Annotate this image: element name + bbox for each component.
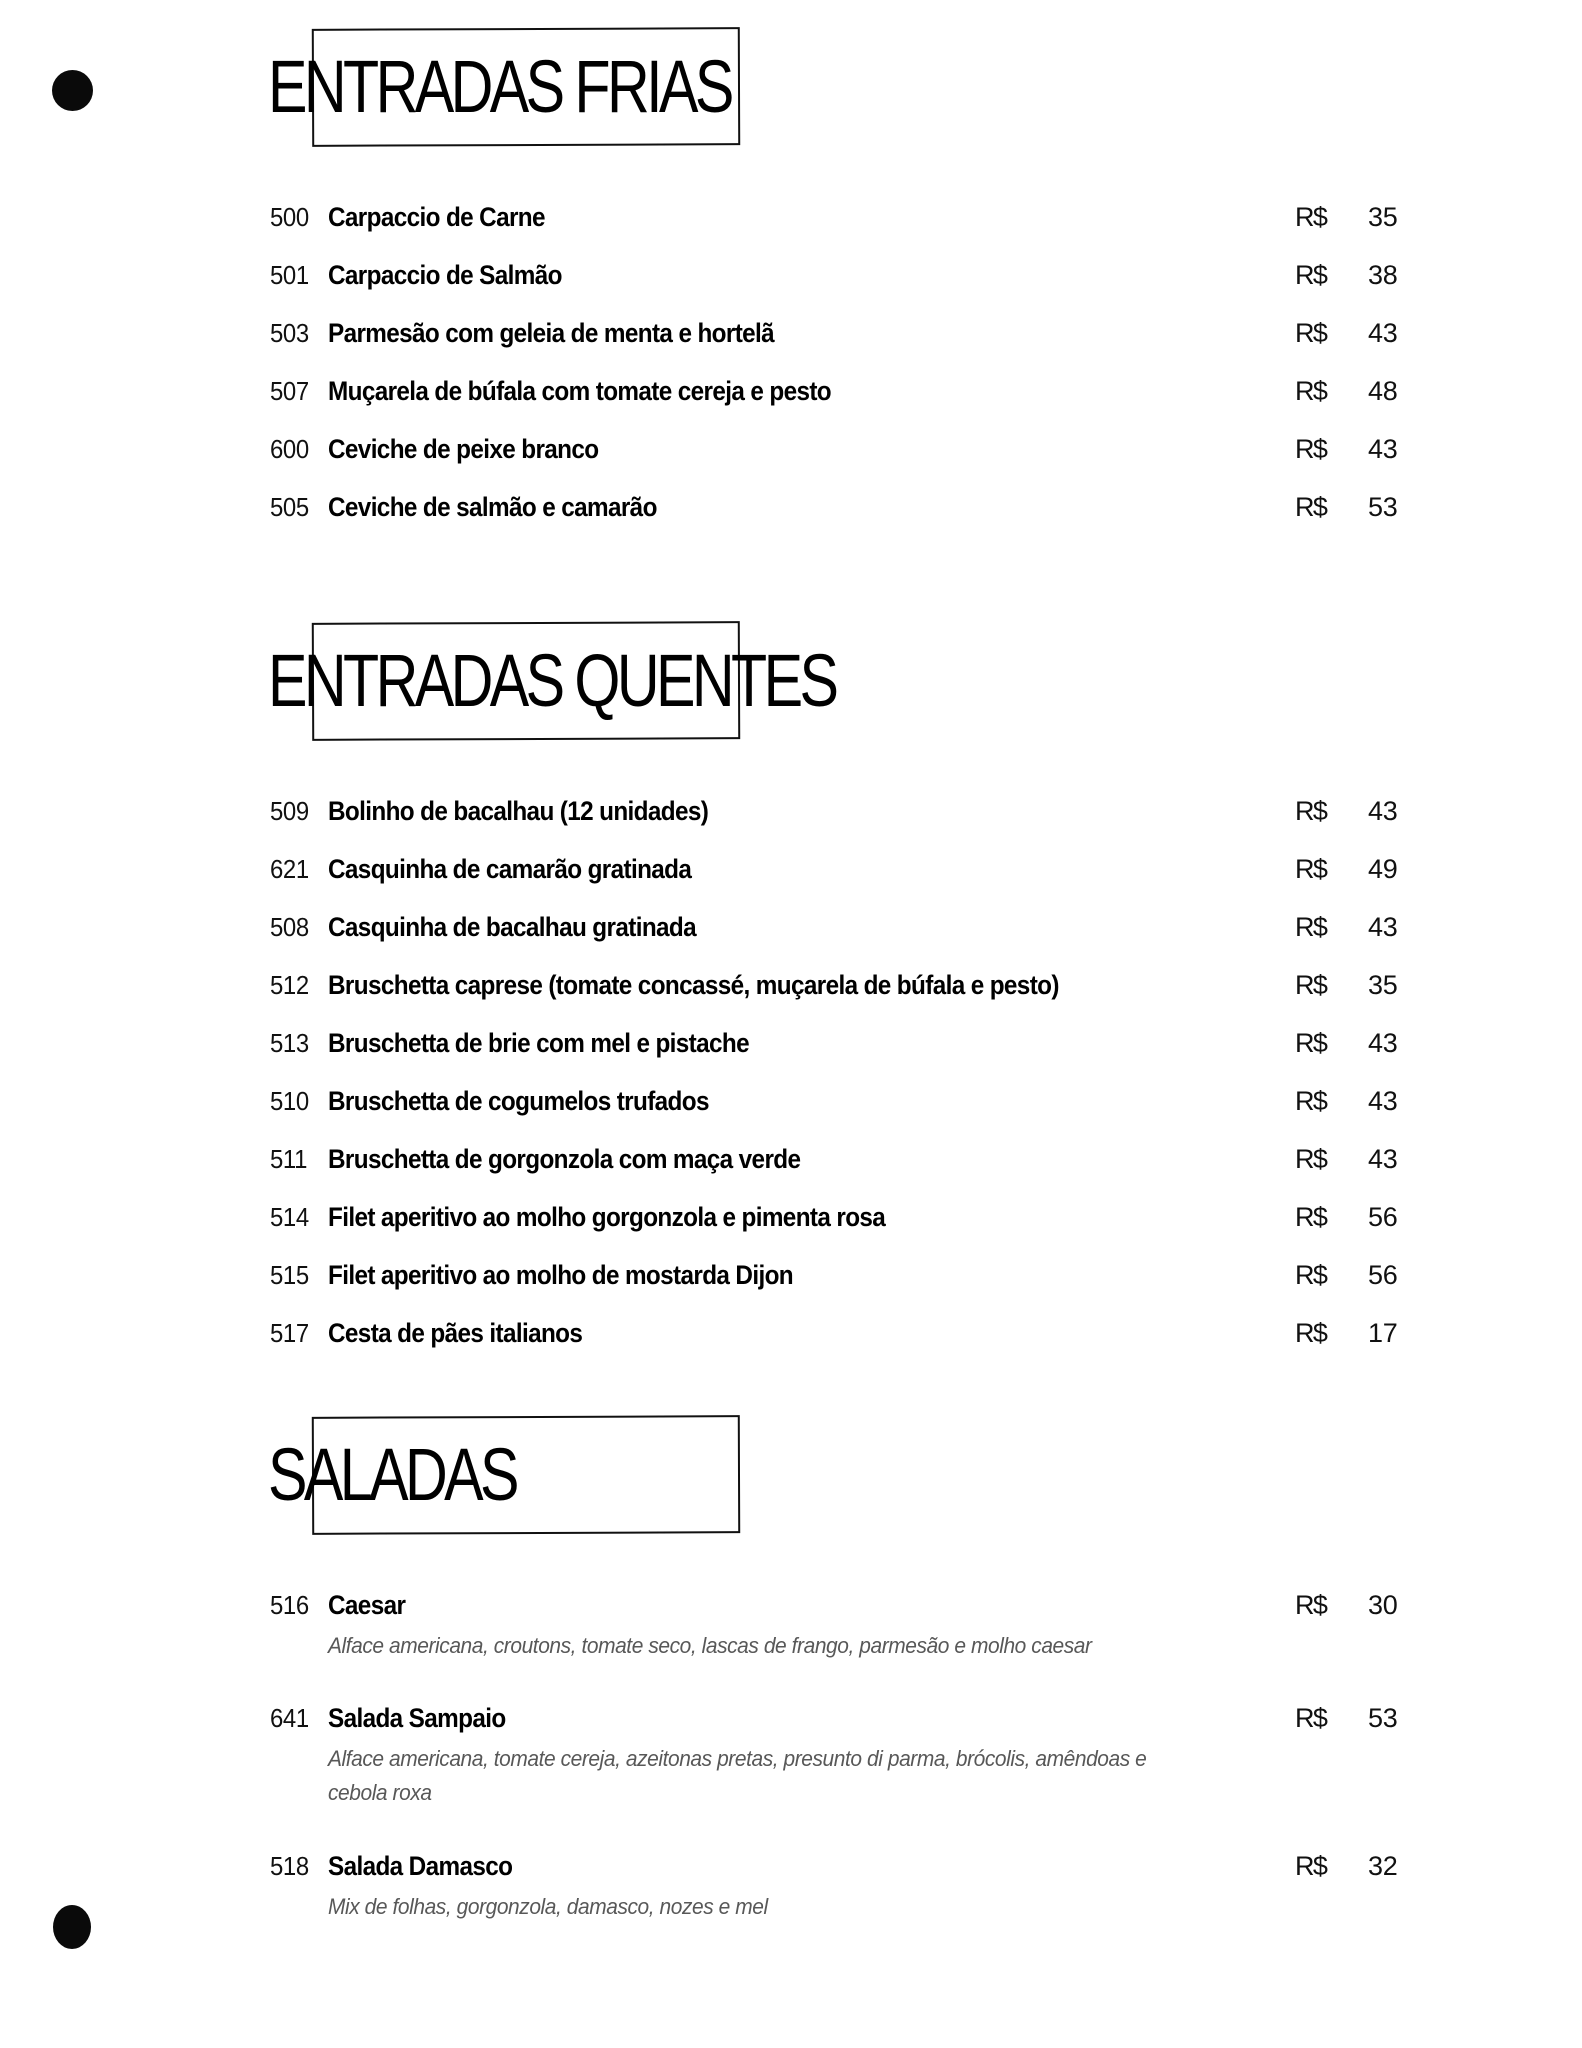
menu-item-main: [0, 1590, 1582, 1621]
item-price: 43: [1368, 796, 1398, 826]
item-description: Alface americana, tomate cereja, azeitonas pretas, presunto di parma, brócolis, amêndoas e cebola roxa: [328, 1746, 1147, 1806]
item-name: Bruschetta de cogumelos trufados: [328, 1086, 709, 1116]
item-code: 511: [270, 1144, 308, 1174]
item-price: 48: [1368, 376, 1398, 406]
item-code: 514: [270, 1202, 309, 1232]
item-currency: R$: [1295, 970, 1327, 1000]
item-currency: R$: [1295, 1028, 1327, 1058]
item-code: 503: [270, 318, 309, 348]
item-name: Cesta de pães italianos: [328, 1318, 583, 1348]
menu-item-row[interactable]: [0, 1851, 1582, 1924]
item-currency: R$: [1295, 1590, 1327, 1620]
spacer: [0, 1534, 1582, 1590]
section-header-entradas-quentes: [0, 622, 1582, 740]
spacer: [0, 1663, 1582, 1703]
menu-item-main: [0, 1703, 1582, 1734]
item-code: 516: [270, 1590, 309, 1620]
item-name: Salada Sampaio: [328, 1703, 506, 1734]
item-list-saladas: [0, 1590, 1582, 1924]
menu-item-row[interactable]: [0, 1318, 1582, 1376]
item-code: 501: [270, 260, 309, 290]
spacer: [0, 550, 1582, 622]
item-price: 43: [1368, 912, 1398, 942]
menu-item-row[interactable]: [0, 1028, 1582, 1086]
menu-item-row[interactable]: [0, 1086, 1582, 1144]
item-name: Caesar: [328, 1590, 406, 1620]
item-currency: R$: [1295, 1703, 1327, 1734]
item-name: Ceviche de peixe branco: [328, 434, 599, 464]
item-name: Bolinho de bacalhau (12 unidades): [328, 796, 709, 826]
section-title: ENTRADAS QUENTES: [268, 639, 836, 722]
item-currency: R$: [1295, 1850, 1327, 1881]
item-currency: R$: [1295, 796, 1327, 826]
spacer: [0, 146, 1582, 202]
menu-item-row[interactable]: [0, 376, 1582, 434]
item-code: 518: [270, 1850, 309, 1881]
item-name: Filet aperitivo ao molho gorgonzola e pimenta rosa: [328, 1202, 886, 1232]
item-price: 53: [1368, 492, 1398, 522]
item-price: 38: [1368, 260, 1398, 290]
item-code: 641: [270, 1703, 309, 1734]
item-price: 43: [1368, 1144, 1398, 1174]
menu-item-row[interactable]: [0, 260, 1582, 318]
menu-item-row[interactable]: [0, 318, 1582, 376]
item-name: Casquinha de camarão gratinada: [328, 854, 692, 884]
menu-item-main: [0, 1851, 1582, 1882]
item-currency: R$: [1295, 1260, 1327, 1290]
item-list-entradas-frias: [0, 202, 1582, 550]
item-currency: R$: [1295, 376, 1327, 406]
section-title: SALADAS: [268, 1433, 516, 1516]
item-price: 32: [1368, 1850, 1398, 1881]
item-currency: R$: [1295, 854, 1327, 884]
item-price: 30: [1368, 1590, 1398, 1620]
menu-item-row[interactable]: [0, 434, 1582, 492]
item-price: 17: [1368, 1318, 1398, 1348]
section-header-entradas-frias: [0, 28, 1582, 146]
section-header-saladas: [0, 1416, 1582, 1534]
item-code: 600: [270, 434, 309, 464]
item-code: 507: [270, 376, 309, 406]
item-description: Mix de folhas, gorgonzola, damasco, nozes e mel: [328, 1893, 768, 1919]
menu-item-row[interactable]: [0, 1260, 1582, 1318]
item-price: 49: [1368, 854, 1398, 884]
item-code: 508: [270, 912, 309, 942]
item-price: 43: [1368, 434, 1398, 464]
item-code: 510: [270, 1086, 309, 1116]
item-code: 509: [270, 796, 309, 826]
menu-item-row[interactable]: [0, 796, 1582, 854]
item-name: Bruschetta de gorgonzola com maça verde: [328, 1144, 801, 1174]
item-code: 500: [270, 202, 309, 232]
item-name: Filet aperitivo ao molho de mostarda Dijon: [328, 1260, 794, 1290]
menu-item-row[interactable]: [0, 912, 1582, 970]
spacer: [0, 740, 1582, 796]
item-currency: R$: [1295, 260, 1327, 290]
item-price: 35: [1368, 202, 1398, 232]
item-code: 621: [270, 854, 309, 884]
item-description: Alface americana, croutons, tomate seco, lascas de frango, parmesão e molho caesar: [328, 1633, 1092, 1658]
item-price: 53: [1368, 1703, 1398, 1734]
section-title: ENTRADAS FRIAS: [268, 45, 731, 128]
menu-item-row[interactable]: [0, 1590, 1582, 1663]
item-name: Casquinha de bacalhau gratinada: [328, 912, 697, 942]
item-currency: R$: [1295, 434, 1327, 464]
item-name: Carpaccio de Salmão: [328, 260, 562, 290]
item-code: 515: [270, 1260, 309, 1290]
item-price: 43: [1368, 1086, 1398, 1116]
item-currency: R$: [1295, 492, 1327, 522]
item-currency: R$: [1295, 318, 1327, 348]
item-price: 56: [1368, 1202, 1398, 1232]
item-name: Carpaccio de Carne: [328, 202, 545, 232]
item-list-entradas-quentes: [0, 796, 1582, 1376]
item-price: 56: [1368, 1260, 1398, 1290]
spacer: [0, 1811, 1582, 1851]
item-price: 43: [1368, 1028, 1398, 1058]
item-name: Parmesão com geleia de menta e hortelã: [328, 318, 775, 348]
item-name: Salada Damasco: [328, 1850, 513, 1881]
spacer: [0, 0, 1582, 28]
menu-item-row[interactable]: [0, 1202, 1582, 1260]
item-currency: R$: [1295, 912, 1327, 942]
menu-item-row[interactable]: [0, 492, 1582, 550]
item-currency: R$: [1295, 1144, 1327, 1174]
item-code: 517: [270, 1318, 309, 1348]
item-name: Bruschetta caprese (tomate concassé, muçarela de búfala e pesto): [328, 970, 1059, 1000]
item-price: 43: [1368, 318, 1398, 348]
spacer: [0, 1376, 1582, 1416]
item-name: Ceviche de salmão e camarão: [328, 492, 657, 522]
item-price: 35: [1368, 970, 1398, 1000]
item-code: 505: [270, 492, 309, 522]
menu-item-row[interactable]: [0, 202, 1582, 260]
menu-item-row[interactable]: [0, 1703, 1582, 1810]
item-currency: R$: [1295, 1202, 1327, 1232]
item-currency: R$: [1295, 202, 1327, 232]
menu-item-row[interactable]: [0, 970, 1582, 1028]
item-currency: R$: [1295, 1086, 1327, 1116]
menu-item-row[interactable]: [0, 854, 1582, 912]
item-name: Muçarela de búfala com tomate cereja e pesto: [328, 376, 832, 406]
item-code: 512: [270, 970, 309, 1000]
item-code: 513: [270, 1028, 309, 1058]
menu-item-row[interactable]: [0, 1144, 1582, 1202]
item-name: Bruschetta de brie com mel e pistache: [328, 1028, 750, 1058]
item-currency: R$: [1295, 1318, 1327, 1348]
